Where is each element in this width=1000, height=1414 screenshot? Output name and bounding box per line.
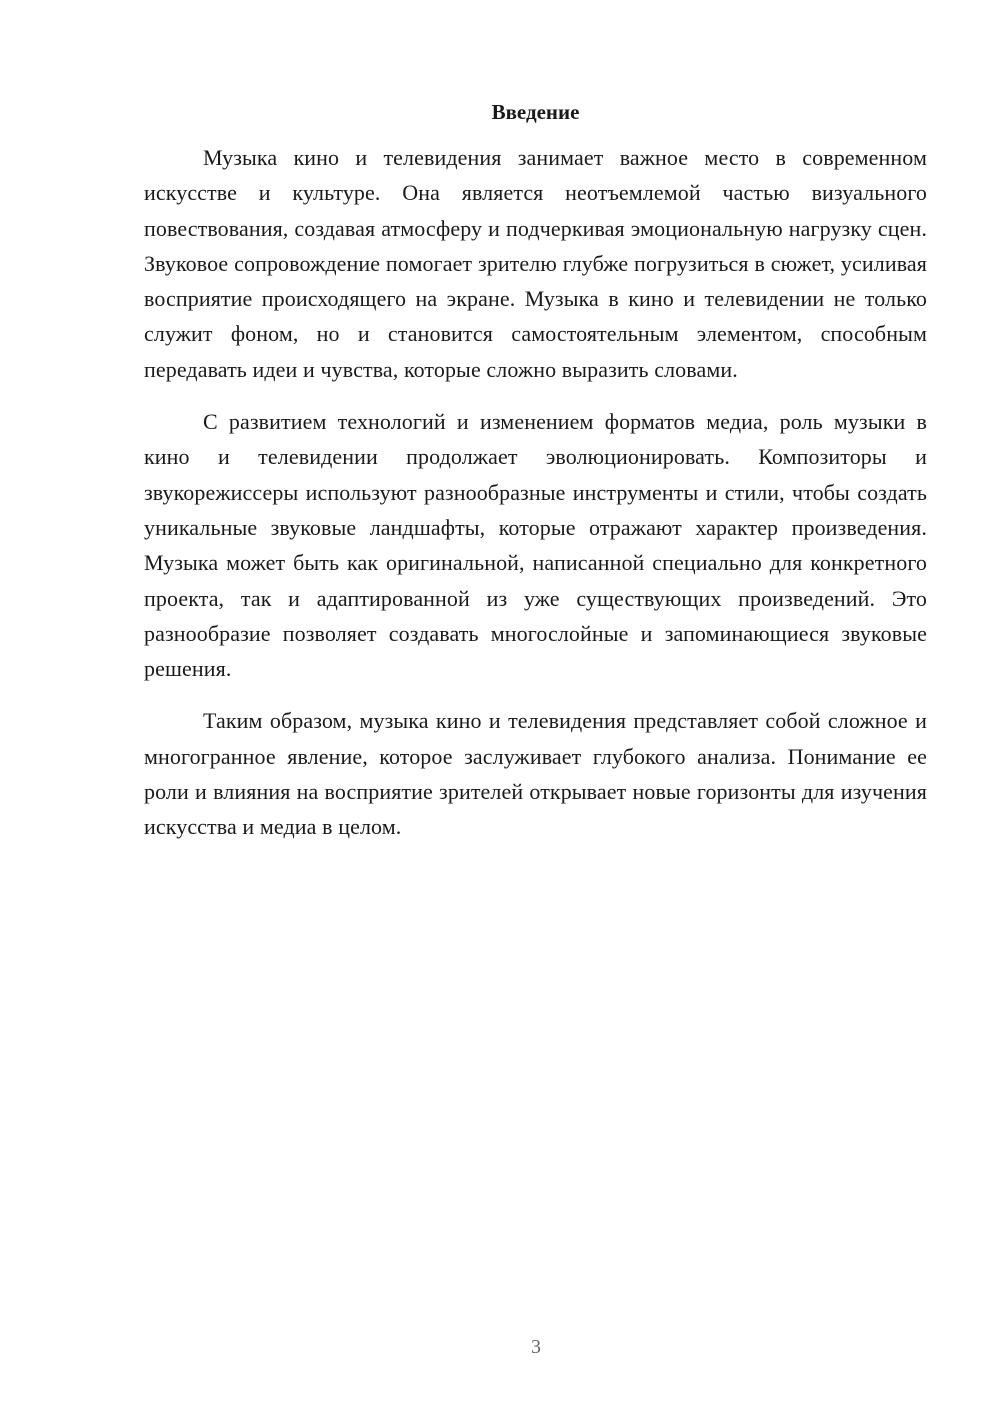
- paragraph-2: С развитием технологий и изменением форматов медиа, роль музыки в кино и телевидении продолжает эволюционировать. Композиторы и звукорежиссеры используют разнообразные инструменты и стили, чтобы создать уникальные звуковые ландшафты, которые отражают характер произведения. Музыка может быть как оригинальной, написанной специально для конкретного проекта, так и адаптированной из уже существующих произведений. Это разнообразие позволяет создавать многослойные и запоминающиеся звуковые решения.: [144, 409, 927, 682]
- section-heading: Введение: [491, 100, 580, 124]
- paragraph-3: Таким образом, музыка кино и телевидения представляет собой сложное и многогранное явление, которое заслуживает глубокого анализа. Понимание ее роли и влияния на восприятие зрителей открывает новые горизонты для изучения искусства и медиа в целом.: [144, 708, 927, 840]
- page-content: [144, 97, 927, 862]
- page-number: 3: [531, 1336, 541, 1358]
- paragraph-1: Музыка кино и телевидения занимает важное место в современном искусстве и культуре. Она является неотъемлемой частью визуального повествования, создавая атмосферу и подчеркивая эмоциональную нагрузку сцен. Звуковое сопровождение помогает зрителю глубже погрузиться в сюжет, усиливая восприятие происходящего на экране. Музыка в кино и телевидении не только служит фоном, но и становится самостоятельным элементом, способным передавать идеи и чувства, которые сложно выразить словами.: [144, 145, 927, 382]
